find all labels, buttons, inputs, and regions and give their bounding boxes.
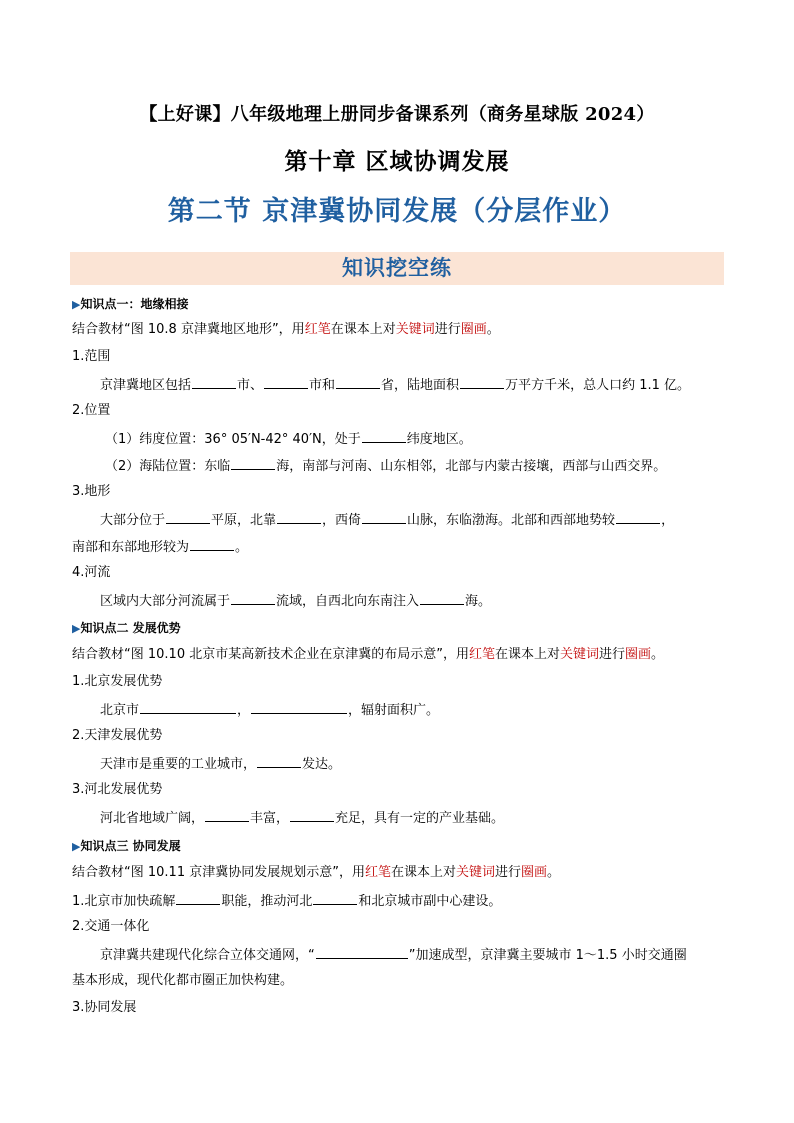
- river-line: 区域内大部分河流属于 流域，自西北向东南注入 海。: [100, 590, 760, 612]
- fill-blank[interactable]: [616, 509, 660, 524]
- kp3-instruction: 结合教材“图 10.11 京津冀协同发展规划示意”，用红笔在课本上对关键词进行圈画。: [72, 865, 561, 880]
- hebei-title: 3.河北发展优势: [72, 782, 163, 797]
- fill-blank[interactable]: [190, 536, 234, 551]
- red-pen-text: 红笔: [468, 647, 495, 662]
- circle-text: 圈画: [521, 865, 548, 880]
- kp1-heading: ▶知识点一：地缘相接: [72, 297, 189, 311]
- fill-blank[interactable]: [313, 890, 357, 905]
- fill-blank[interactable]: [336, 374, 380, 389]
- beijing-title: 1.北京发展优势: [72, 674, 163, 689]
- sea-land-line: （2）海陆位置：东临 海，南部与河南、山东相邻，北部与内蒙古接壤，西部与山西交界。: [105, 455, 765, 477]
- scope-title: 1.范围: [72, 349, 111, 364]
- fill-blank[interactable]: [460, 374, 504, 389]
- kp3-heading: ▶知识点三 协同发展: [72, 839, 181, 853]
- section-banner: 知识挖空练: [70, 252, 724, 285]
- scope-line: 京津冀地区包括 市、 市和 省，陆地面积 万平方千米，总人口约 1.1 亿。: [100, 374, 760, 396]
- latitude-line: （1）纬度位置：36° 05′N-42° 40′N，处于 纬度地区。: [105, 428, 765, 450]
- series-title: 【上好课】八年级地理上册同步备课系列（商务星球版 2024）: [139, 104, 655, 125]
- fill-blank[interactable]: [192, 374, 236, 389]
- location-title: 2.位置: [72, 403, 111, 418]
- triangle-bullet-icon: ▶: [72, 298, 81, 311]
- fill-blank[interactable]: [362, 428, 406, 443]
- tianjin-line: 天津市是重要的工业城市， 发达。: [100, 753, 760, 775]
- fill-blank[interactable]: [251, 699, 347, 714]
- fill-blank[interactable]: [166, 509, 210, 524]
- keyword-text: 关键词: [395, 322, 435, 337]
- circle-text: 圈画: [460, 322, 487, 337]
- beijing-line: 北京市 ， ，辐射面积广。: [100, 699, 760, 721]
- kp2-instruction: 结合教材“图 10.10 北京市某高新技术企业在京津冀的布局示意”，用红笔在课本上对关键词进行圈画。: [72, 647, 665, 662]
- triangle-bullet-icon: ▶: [72, 840, 81, 853]
- traffic-line: 京津冀共建现代化综合立体交通网，“ ”加速成型，京津冀主要城市 1～1.5 小时交通圈: [100, 944, 760, 966]
- section-title: 第二节 京津冀协同发展（分层作业）: [167, 196, 627, 227]
- red-pen-text: 红笔: [304, 322, 331, 337]
- traffic-title: 2.交通一体化: [72, 919, 150, 934]
- keyword-text: 关键词: [455, 865, 495, 880]
- tianjin-title: 2.天津发展优势: [72, 728, 163, 743]
- keyword-text: 关键词: [559, 647, 599, 662]
- coop-title: 3.协同发展: [72, 1000, 137, 1015]
- kp2-heading: ▶知识点二 发展优势: [72, 621, 181, 635]
- fill-blank[interactable]: [231, 590, 275, 605]
- terrain-line: 大部分位于 平原，北靠 ，西倚 山脉，东临渤海。北部和西部地势较 ，: [100, 509, 760, 531]
- decentralize-line: 1.北京市加快疏解 职能，推动河北 和北京城市副中心建设。: [72, 890, 732, 912]
- terrain-line-2: 南部和东部地形较为 。: [72, 536, 732, 558]
- circle-text: 圈画: [625, 647, 652, 662]
- fill-blank[interactable]: [140, 699, 236, 714]
- fill-blank[interactable]: [420, 590, 464, 605]
- river-title: 4.河流: [72, 565, 111, 580]
- fill-blank[interactable]: [176, 890, 220, 905]
- fill-blank[interactable]: [290, 807, 334, 822]
- traffic-line-2: 基本形成，现代化都市圈正加快构建。: [72, 973, 294, 988]
- fill-blank[interactable]: [316, 944, 408, 959]
- fill-blank[interactable]: [231, 455, 275, 470]
- terrain-title: 3.地形: [72, 484, 111, 499]
- fill-blank[interactable]: [264, 374, 308, 389]
- kp1-instruction: 结合教材“图 10.8 京津冀地区地形”，用红笔在课本上对关键词进行圈画。: [72, 322, 500, 337]
- fill-blank[interactable]: [257, 753, 301, 768]
- fill-blank[interactable]: [277, 509, 321, 524]
- hebei-line: 河北省地域广阔， 丰富， 充足，具有一定的产业基础。: [100, 807, 760, 829]
- fill-blank[interactable]: [205, 807, 249, 822]
- chapter-title: 第十章 区域协调发展: [284, 149, 510, 175]
- fill-blank[interactable]: [362, 509, 406, 524]
- triangle-bullet-icon: ▶: [72, 622, 81, 635]
- red-pen-text: 红笔: [364, 865, 391, 880]
